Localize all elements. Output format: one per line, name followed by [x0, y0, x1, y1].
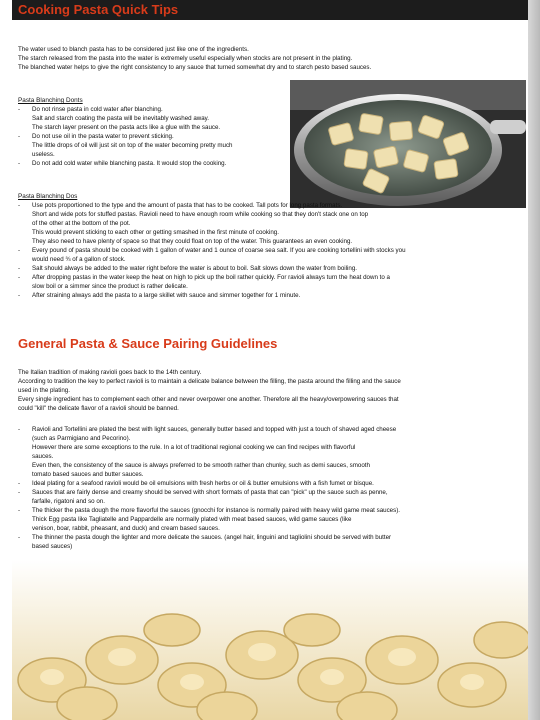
list-item: - Ideal plating for a seafood ravioli would be oil emulsions with fresh herbs or oil & butter emulsions with a fish fumet or bisque. — [18, 480, 374, 487]
list-item: - After dropping pastas in the water keep the heat on high to pick up the boil rather quickly. For ravioli always turn the heat down to a — [18, 274, 390, 281]
pot-photo — [290, 80, 526, 208]
list-item: - Sauces that are fairly dense and creamy should be served with short formats of pasta that can "pick" up the sauce such as penne, — [18, 489, 388, 496]
list-subitem: sauces. — [32, 453, 54, 460]
list-subitem: The little drops of oil will just sit on top of the water becoming pretty much — [32, 142, 233, 149]
section2-intro — [18, 368, 401, 413]
list-item: - The thicker the pasta dough the more flavorful the sauces (gnocchi for instance is normally paired with heavy wild game meat sauces). — [18, 507, 400, 514]
list-subitem: slow boil or a simmer since the product is rather delicate. — [32, 283, 188, 290]
list-subitem: would need ¾ of a gallon of stock. — [32, 256, 126, 263]
list-item: - Do not use oil in the pasta water to prevent sticking. — [18, 133, 174, 140]
list-item: - The thinner the pasta dough the lighter and more delicate the sauces. (angel hair, linguini and tagliolini should be served with butter — [18, 534, 392, 541]
intro-line: The water used to blanch pasta has to be considered just like one of the ingredients. — [18, 46, 249, 53]
list-item: - After straining always add the pasta to a large skillet with sauce and simmer together for 1 minute. — [18, 292, 301, 299]
section1-intro — [18, 45, 371, 72]
intro-line: used in the plating. — [18, 387, 70, 394]
list-subitem: based sauces) — [32, 543, 73, 550]
list-item: - Salt should always be added to the water right before the water is about to boil. Salt slows down the water from boiling. — [18, 265, 358, 272]
list-subitem: (such as Parmigiano and Pecorino). — [32, 435, 131, 442]
intro-line: The blanched water helps to give the right consistency to any sauce that turned somewhat dry and to starch pesto based sauces. — [18, 64, 372, 71]
list-subitem: However there are some exceptions to the rule. In a lot of traditional regional cooking we can find recipes with flavorful — [32, 444, 356, 451]
list-subitem: farfalle, rigatoni and so on. — [32, 498, 105, 505]
section2-title: General Pasta & Sauce Pairing Guidelines — [18, 336, 278, 351]
section1-title: Cooking Pasta Quick Tips — [18, 2, 179, 17]
list-subitem: The starch layer present on the pasta acts like a glue with the sauce. — [32, 124, 221, 131]
list-subitem: Thick Egg pasta like Tagliatelle and Pappardelle are normally plated with meat based sauces, wild game sauces (like — [32, 516, 352, 523]
list-subitem: Salt and starch coating the pasta will be inevitably washed away. — [32, 115, 210, 122]
intro-line: Every single ingredient has to complement each other and never overpower one another. Therefore all the heavy/overpowering sauces that — [18, 396, 399, 403]
list-subitem: tomato based sauces and butter sauces. — [32, 471, 144, 478]
list-subitem: Short and wide pots for stuffed pastas. Ravioli need to have enough room while cooking so that they don't stack one on top — [32, 211, 369, 218]
list-subitem: They also need to have plenty of space so that they could float on top of the water. This guarantees an even cooking. — [32, 238, 353, 245]
list-subitem: venison, boar, rabbit, pheasant, and duck) and cream based sauces. — [32, 525, 220, 532]
list-item: - Ravioli and Tortellini are plated the best with light sauces, generally butter based and topped with just a touch of shaved aged cheese — [18, 426, 397, 433]
intro-line: The Italian tradition of making ravioli goes back to the 14th century. — [18, 369, 202, 376]
dos-heading: Pasta Blanching Dos — [18, 193, 78, 200]
intro-line: According to tradition the key to perfect ravioli is to maintain a delicate balance between the filling, the pasta around the filling and the sauce — [18, 378, 401, 385]
intro-line: could "kill" the delicate flavor of a ravioli should be banned. — [18, 405, 179, 412]
section2-list — [18, 425, 400, 551]
list-subitem: This would prevent sticking to each other or getting smashed in the first minute of cooking. — [32, 229, 279, 236]
list-subitem: of the other at the bottom of the pot. — [32, 220, 131, 227]
donts-heading: Pasta Blanching Donts — [18, 97, 83, 104]
intro-line: The starch released from the pasta into the water is extremely useful especially when stocks are not present in the plating. — [18, 55, 353, 62]
page-edge-strip — [528, 0, 540, 720]
donts-block — [18, 96, 288, 168]
dos-block — [18, 192, 406, 300]
list-item: - Do not rinse pasta in cold water after blanching. — [18, 106, 163, 113]
list-item: - Use pots proportioned to the type and the amount of pasta that has to be cooked. Tall pots for long pasta formats. — [18, 202, 343, 209]
list-item: - Do not add cold water while blanching pasta. It would stop the cooking. — [18, 160, 227, 167]
ravioli-photo — [12, 560, 528, 720]
list-item: - Every pound of pasta should be cooked with 1 gallon of water and 1 ounce of coarse sea salt. If you are cooking tortellini with stocks you — [18, 247, 406, 254]
list-subitem: Even then, the consistency of the sauce is always preferred to be smooth rather than chunky, such as demi sauces, smooth — [32, 462, 370, 469]
list-subitem: useless. — [32, 151, 55, 158]
